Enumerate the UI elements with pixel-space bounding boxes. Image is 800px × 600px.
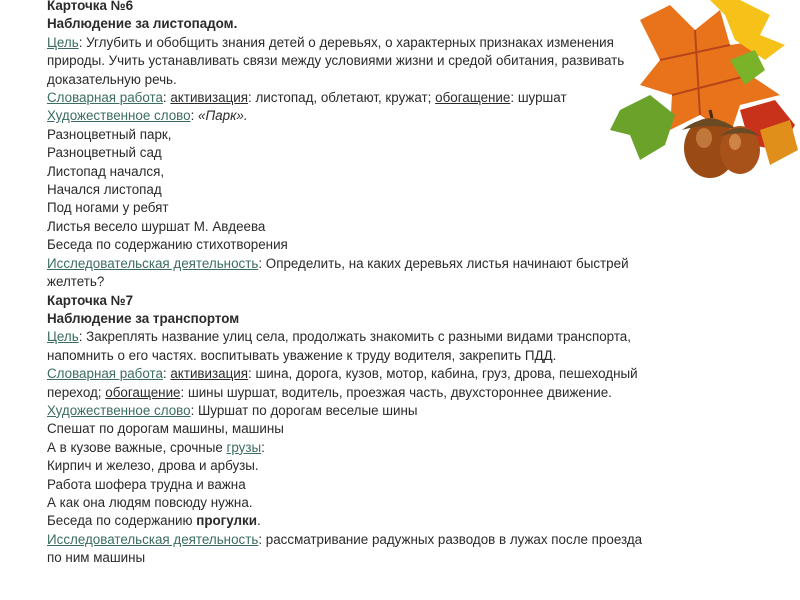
art-text: : Шуршат по дорогам веселые шины — [190, 402, 418, 418]
card7-art — [47, 402, 747, 420]
card6-title: Карточка №6 — [47, 0, 134, 13]
card7-research-line2: по ним машины — [47, 550, 146, 566]
poem-text: А в кузове важные, срочные — [47, 439, 227, 455]
poem-line: Листопад начался, — [47, 163, 165, 179]
poem-line: Разноцветный парк, — [47, 126, 172, 142]
card6-goal-line2: природы. Учить устанавливать связи между условиями жизни и средой обитания, развивать — [47, 53, 625, 69]
card6-art — [47, 107, 747, 125]
research-label: Исследовательская деятельность — [47, 255, 259, 271]
poem-line: Листья весело шуршат М. Авдеева — [47, 218, 266, 234]
activation-label: активизация — [170, 366, 249, 382]
card7-goal — [47, 328, 747, 346]
goal-label: Цель — [47, 34, 79, 50]
goal-text: : Углубить и обобщить знания детей о деревьях, о характерных признаках изменения — [78, 34, 614, 50]
enrichment-label: обогащение — [435, 90, 511, 106]
art-label: Художественное слово — [47, 402, 191, 418]
vocab-label: Словарная работа — [47, 90, 163, 106]
poem-line — [47, 439, 747, 457]
card6-goal — [47, 34, 747, 52]
talk-text: Беседа по содержанию — [47, 513, 197, 529]
art-title: «Парк». — [198, 108, 248, 124]
separator: : — [190, 108, 199, 124]
research-text: : рассматривание радужных разводов в лужах после проезда — [258, 531, 643, 547]
activation-label: активизация — [170, 90, 249, 106]
enrichment-words: : шуршат — [510, 90, 567, 106]
card6-vocab — [47, 89, 747, 107]
activation-words: : шина, дорога, кузов, мотор, кабина, груз, дрова, пешеходный — [248, 366, 638, 382]
enrichment-words: : шины шуршат, водитель, проезжая часть, двухстороннее движение. — [180, 384, 612, 400]
card7-research — [47, 531, 747, 549]
poem-line: Работа шофера трудна и важна — [47, 476, 246, 492]
card7-vocab — [47, 365, 747, 383]
cargo-link[interactable]: грузы — [226, 439, 262, 455]
card6-research — [47, 255, 747, 273]
card7-heading: Наблюдение за транспортом — [47, 310, 240, 326]
poem-line: А как она людям повсюду нужна. — [47, 494, 253, 510]
research-label: Исследовательская деятельность — [47, 531, 259, 547]
document-body — [47, 0, 747, 568]
poem-text: : — [261, 439, 265, 455]
research-text: : Определить, на каких деревьях листья начинают быстрей — [258, 255, 629, 271]
talk-text: . — [256, 513, 261, 529]
poem-line: Начался листопад — [47, 182, 162, 198]
card6-heading: Наблюдение за листопадом. — [47, 16, 238, 32]
poem-line: Спешат по дорогам машины, машины — [47, 421, 284, 437]
separator: : — [162, 90, 171, 106]
talk-bold: прогулки — [196, 513, 257, 529]
card7-goal-line2: напомнить о его частях. воспитывать уважение к труду водителя, закрепить ПДД. — [47, 347, 557, 363]
vocab-text: переход; — [47, 384, 106, 400]
card7-talk — [47, 512, 747, 530]
card7-vocab-line2 — [47, 384, 747, 402]
goal-label: Цель — [47, 329, 79, 345]
poem-line: Разноцветный сад — [47, 145, 162, 161]
card6-talk: Беседа по содержанию стихотворения — [47, 237, 288, 253]
goal-text: : Закреплять название улиц села, продолжать знакомить с разными видами транспорта, — [78, 329, 631, 345]
poem-line: Кирпич и железо, дрова и арбузы. — [47, 458, 259, 474]
art-label: Художественное слово — [47, 108, 191, 124]
card6-goal-line3: доказательную речь. — [47, 71, 177, 87]
separator: : — [162, 366, 171, 382]
vocab-label: Словарная работа — [47, 366, 163, 382]
activation-words: : листопад, облетают, кружат; — [248, 90, 436, 106]
poem-line: Под ногами у ребят — [47, 200, 169, 216]
card7-title: Карточка №7 — [47, 292, 134, 308]
card6-research-line2: желтеть? — [47, 274, 105, 290]
enrichment-label: обогащение — [105, 384, 181, 400]
